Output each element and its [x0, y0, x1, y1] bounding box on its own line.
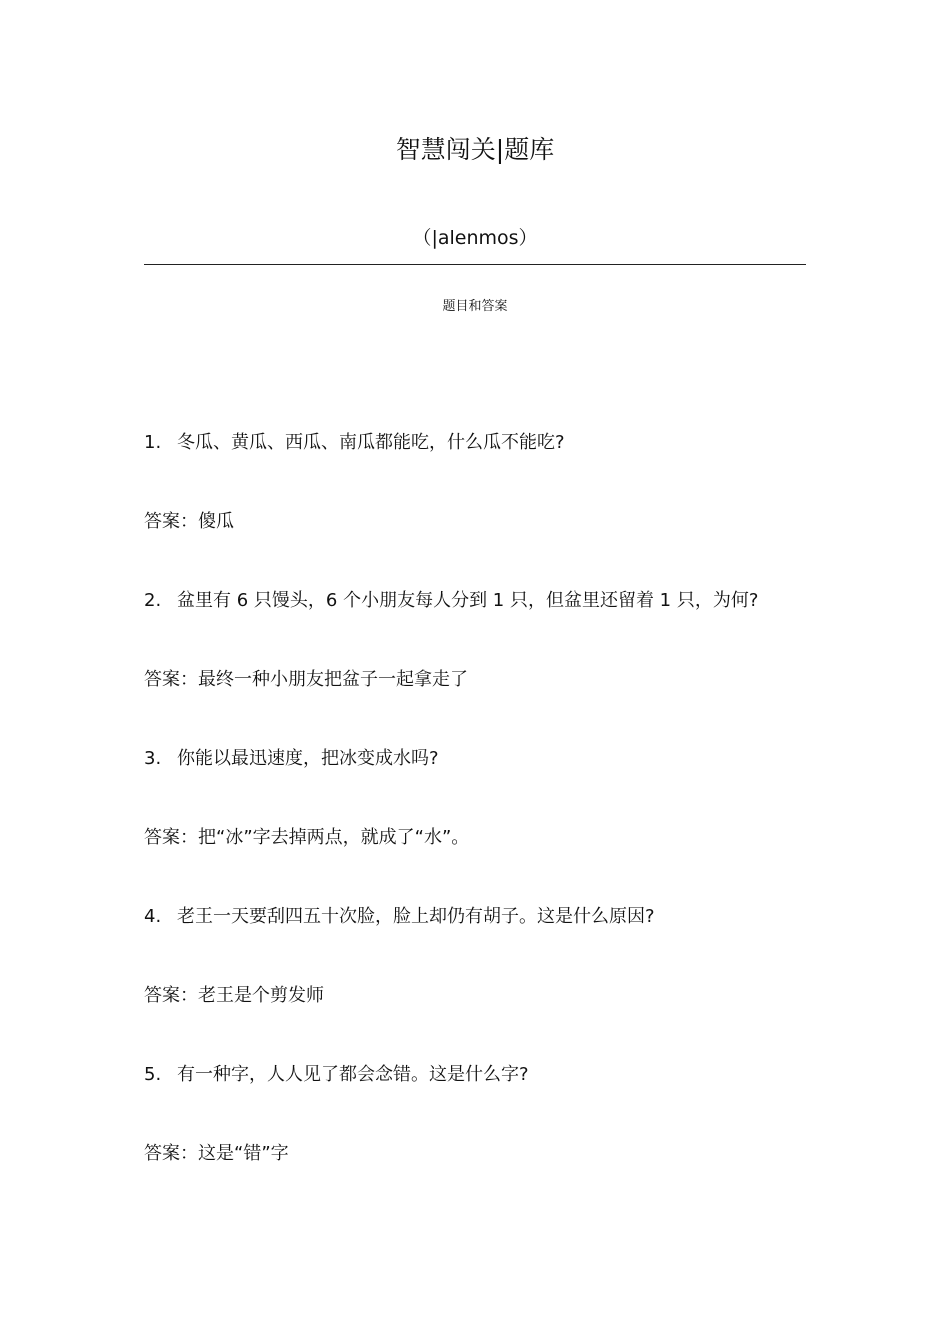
question-1 — [144, 428, 806, 458]
answer-3: 答案：把“冰”字去掉两点，就成了“水”。 — [144, 827, 470, 848]
document-title: 智慧闯关|题库 — [395, 135, 555, 164]
question-text: 冬瓜、黄瓜、西瓜、南瓜都能吃，什么瓜不能吃? — [177, 432, 565, 453]
question-text: 有一种字，人人见了都会念错。这是什么字? — [177, 1064, 529, 1085]
question-3 — [144, 744, 806, 774]
question-number: 4. — [144, 906, 162, 927]
section-label: 题目和答案 — [442, 299, 508, 314]
document-subtitle: （|alenmos） — [412, 227, 538, 249]
question-2 — [144, 586, 806, 616]
question-text: 盆里有 6 只馒头，6 个小朋友每人分到 1 只，但盆里还留着 1 只，为何? — [177, 590, 759, 611]
header-divider — [144, 264, 806, 265]
question-text: 老王一天要刮四五十次脸，脸上却仍有胡子。这是什么原因? — [177, 906, 655, 927]
qa-item-3 — [144, 744, 806, 853]
question-number: 3. — [144, 748, 162, 769]
qa-item-5 — [144, 1060, 806, 1169]
qa-item-1 — [144, 428, 806, 537]
question-5 — [144, 1060, 806, 1090]
qa-item-2 — [144, 586, 806, 695]
question-number: 5. — [144, 1064, 162, 1085]
question-4 — [144, 902, 806, 932]
qa-list — [144, 428, 806, 1218]
question-number: 1. — [144, 432, 162, 453]
question-number: 2. — [144, 590, 162, 611]
qa-item-4 — [144, 902, 806, 1011]
answer-1: 答案：傻瓜 — [144, 511, 234, 532]
question-text: 你能以最迅速度，把冰变成水吗? — [177, 748, 439, 769]
answer-2: 答案：最终一种小朋友把盆子一起拿走了 — [144, 669, 468, 690]
answer-4: 答案：老王是个剪发师 — [144, 985, 324, 1006]
answer-5: 答案：这是“错”字 — [144, 1143, 289, 1164]
